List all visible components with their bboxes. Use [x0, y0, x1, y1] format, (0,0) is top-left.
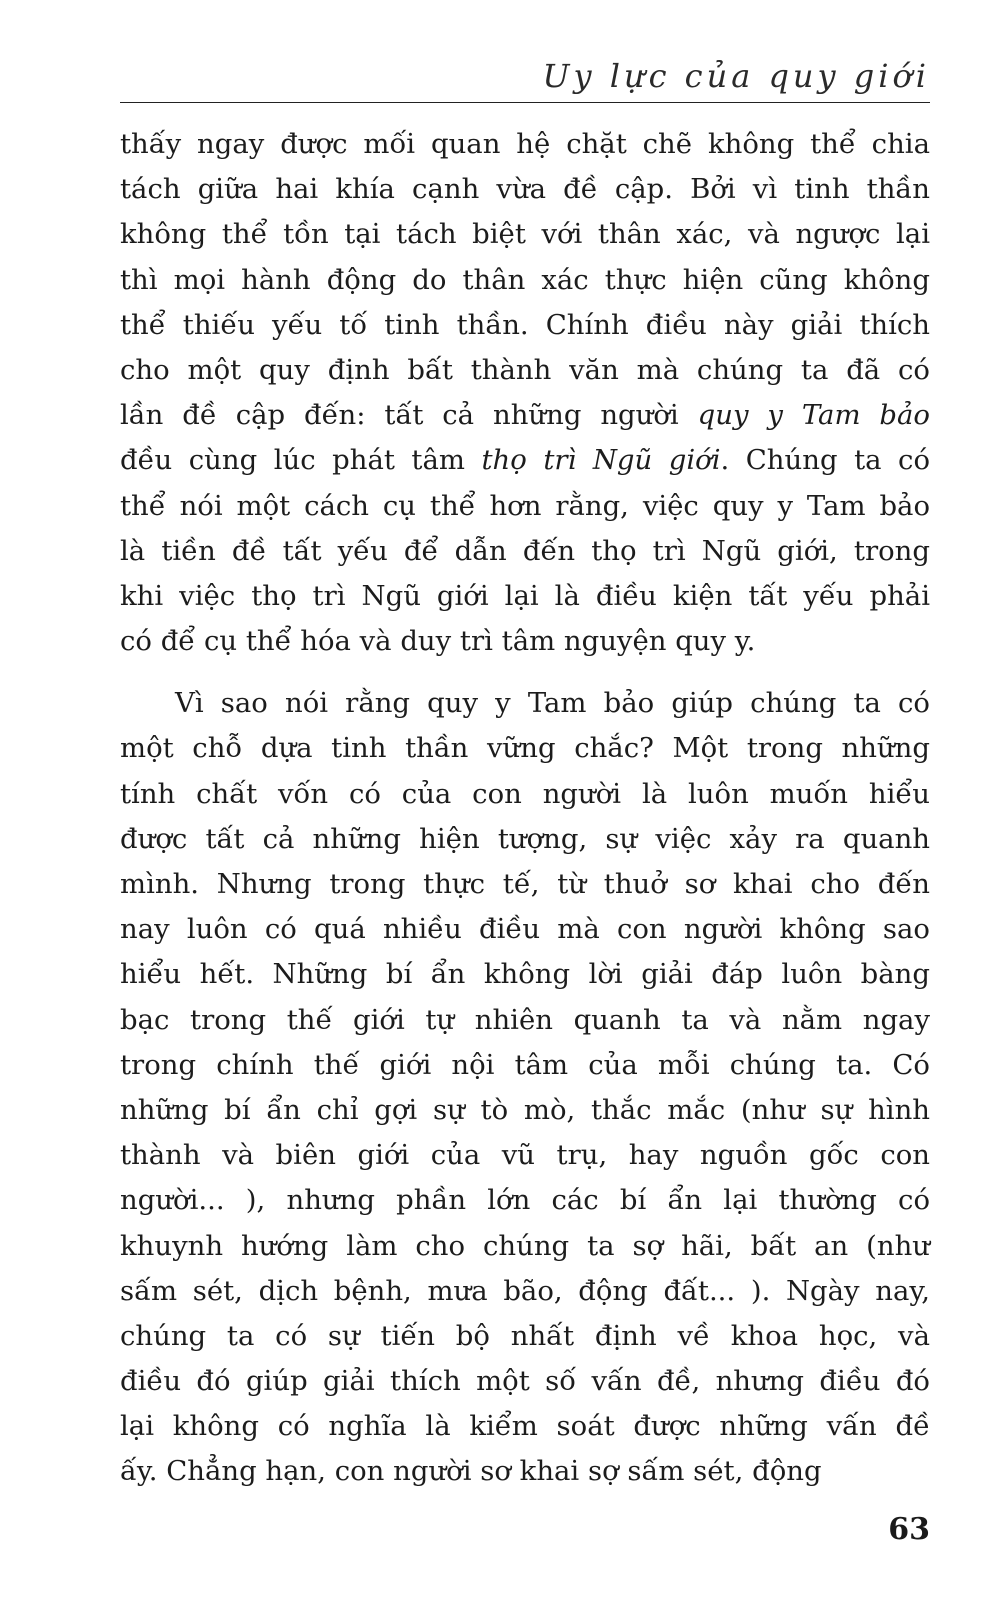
text-line — [120, 726, 930, 771]
text-run: thì mọi hành động do thân xác thực hiện cũng không — [120, 263, 930, 296]
text-line — [120, 484, 930, 529]
text-run: tách giữa hai khía cạnh vừa đề cập. Bởi vì tinh thần — [120, 173, 930, 206]
text-line — [120, 1133, 930, 1178]
text-run: bạc trong thế giới tự nhiên quanh ta và nằm ngay — [120, 1003, 930, 1036]
text-run: điều đó giúp giải thích một số vấn đề, nhưng điều đó — [120, 1365, 930, 1398]
text-run: nay luôn có quá nhiều điều mà con người không sao — [120, 913, 930, 946]
text-run: thành và biên giới của vũ trụ, hay nguồn gốc con — [120, 1139, 930, 1172]
text-run: là tiền đề tất yếu để dẫn đến thọ trì Ngũ giới, trong — [120, 534, 930, 567]
text-run: những bí ẩn chỉ gợi sự tò mò, thắc mắc (như sự hình — [120, 1093, 930, 1126]
text-run: khuynh hướng làm cho chúng ta sợ hãi, bất an (như — [120, 1229, 930, 1262]
text-run: cho một quy định bất thành văn mà chúng ta đã có — [120, 353, 930, 386]
text-run: Vì sao nói rằng quy y Tam bảo giúp chúng ta có — [175, 687, 930, 720]
text-line — [120, 393, 930, 438]
text-line — [120, 1404, 930, 1449]
text-line — [120, 1088, 930, 1133]
italic-term: thọ trì Ngũ giới — [481, 444, 721, 477]
text-line — [120, 1359, 930, 1404]
text-run: hiểu hết. Những bí ẩn không lời giải đáp luôn bàng — [120, 958, 930, 991]
paragraph — [120, 681, 930, 1494]
text-run: tính chất vốn có của con người là luôn muốn hiểu — [120, 777, 930, 810]
text-line — [120, 681, 930, 726]
text-line — [120, 258, 930, 303]
text-line — [120, 907, 930, 952]
text-run: thấy ngay được mối quan hệ chặt chẽ không thể chia — [120, 128, 930, 160]
text-line — [120, 1449, 930, 1494]
text-run: thể thiếu yếu tố tinh thần. Chính điều này giải thích — [120, 308, 930, 341]
text-line — [120, 1178, 930, 1223]
text-line — [120, 574, 930, 619]
text-line — [120, 817, 930, 862]
text-line — [120, 1224, 930, 1269]
text-line — [120, 619, 930, 664]
text-run: người... ), nhưng phần lớn các bí ẩn lại thường có — [120, 1184, 930, 1217]
italic-term: quy y Tam bảo — [697, 399, 930, 432]
text-line — [120, 1043, 930, 1088]
body-text — [120, 122, 930, 1495]
text-run: trong chính thế giới nội tâm của mỗi chúng ta. Có — [120, 1048, 930, 1081]
text-line — [120, 167, 930, 212]
running-header-title: Uy lực của quy giới — [542, 57, 930, 95]
text-line — [120, 303, 930, 348]
text-run: lần đề cập đến: tất cả những người — [120, 399, 698, 432]
paragraph — [120, 122, 930, 664]
text-run: được tất cả những hiện tượng, sự việc xảy ra quanh — [120, 822, 930, 855]
text-line — [120, 998, 930, 1043]
text-run: một chỗ dựa tinh thần vững chắc? Một trong những — [120, 732, 930, 765]
text-line — [120, 1269, 930, 1314]
text-line — [120, 438, 930, 483]
text-line — [120, 772, 930, 817]
text-run: sấm sét, dịch bệnh, mưa bão, động đất... ). Ngày nay, — [120, 1274, 930, 1307]
text-line — [120, 122, 930, 167]
text-line — [120, 952, 930, 997]
text-line — [120, 862, 930, 907]
running-header — [120, 50, 930, 103]
text-run: . Chúng ta có — [720, 444, 930, 477]
text-run: mình. Nhưng trong thực tế, từ thuở sơ khai cho đến — [120, 868, 930, 900]
text-line — [120, 1314, 930, 1359]
text-run: có để cụ thể hóa và duy trì tâm nguyện quy y. — [120, 625, 756, 658]
text-line — [120, 529, 930, 574]
text-line — [120, 348, 930, 393]
text-run: khi việc thọ trì Ngũ giới lại là điều kiện tất yếu phải — [120, 579, 930, 612]
text-run: chúng ta có sự tiến bộ nhất định về khoa học, và — [120, 1319, 930, 1352]
text-run: thể nói một cách cụ thể hơn rằng, việc quy y Tam bảo — [120, 489, 930, 522]
text-run: không thể tồn tại tách biệt với thân xác, và ngược lại — [120, 218, 930, 251]
text-line — [120, 212, 930, 257]
text-run: ấy. Chẳng hạn, con người sơ khai sợ sấm sét, động — [120, 1455, 822, 1488]
text-run: đều cùng lúc phát tâm — [120, 444, 482, 477]
text-run: lại không có nghĩa là kiểm soát được những vấn đề — [120, 1410, 930, 1443]
page-number: 63 — [888, 1512, 930, 1547]
